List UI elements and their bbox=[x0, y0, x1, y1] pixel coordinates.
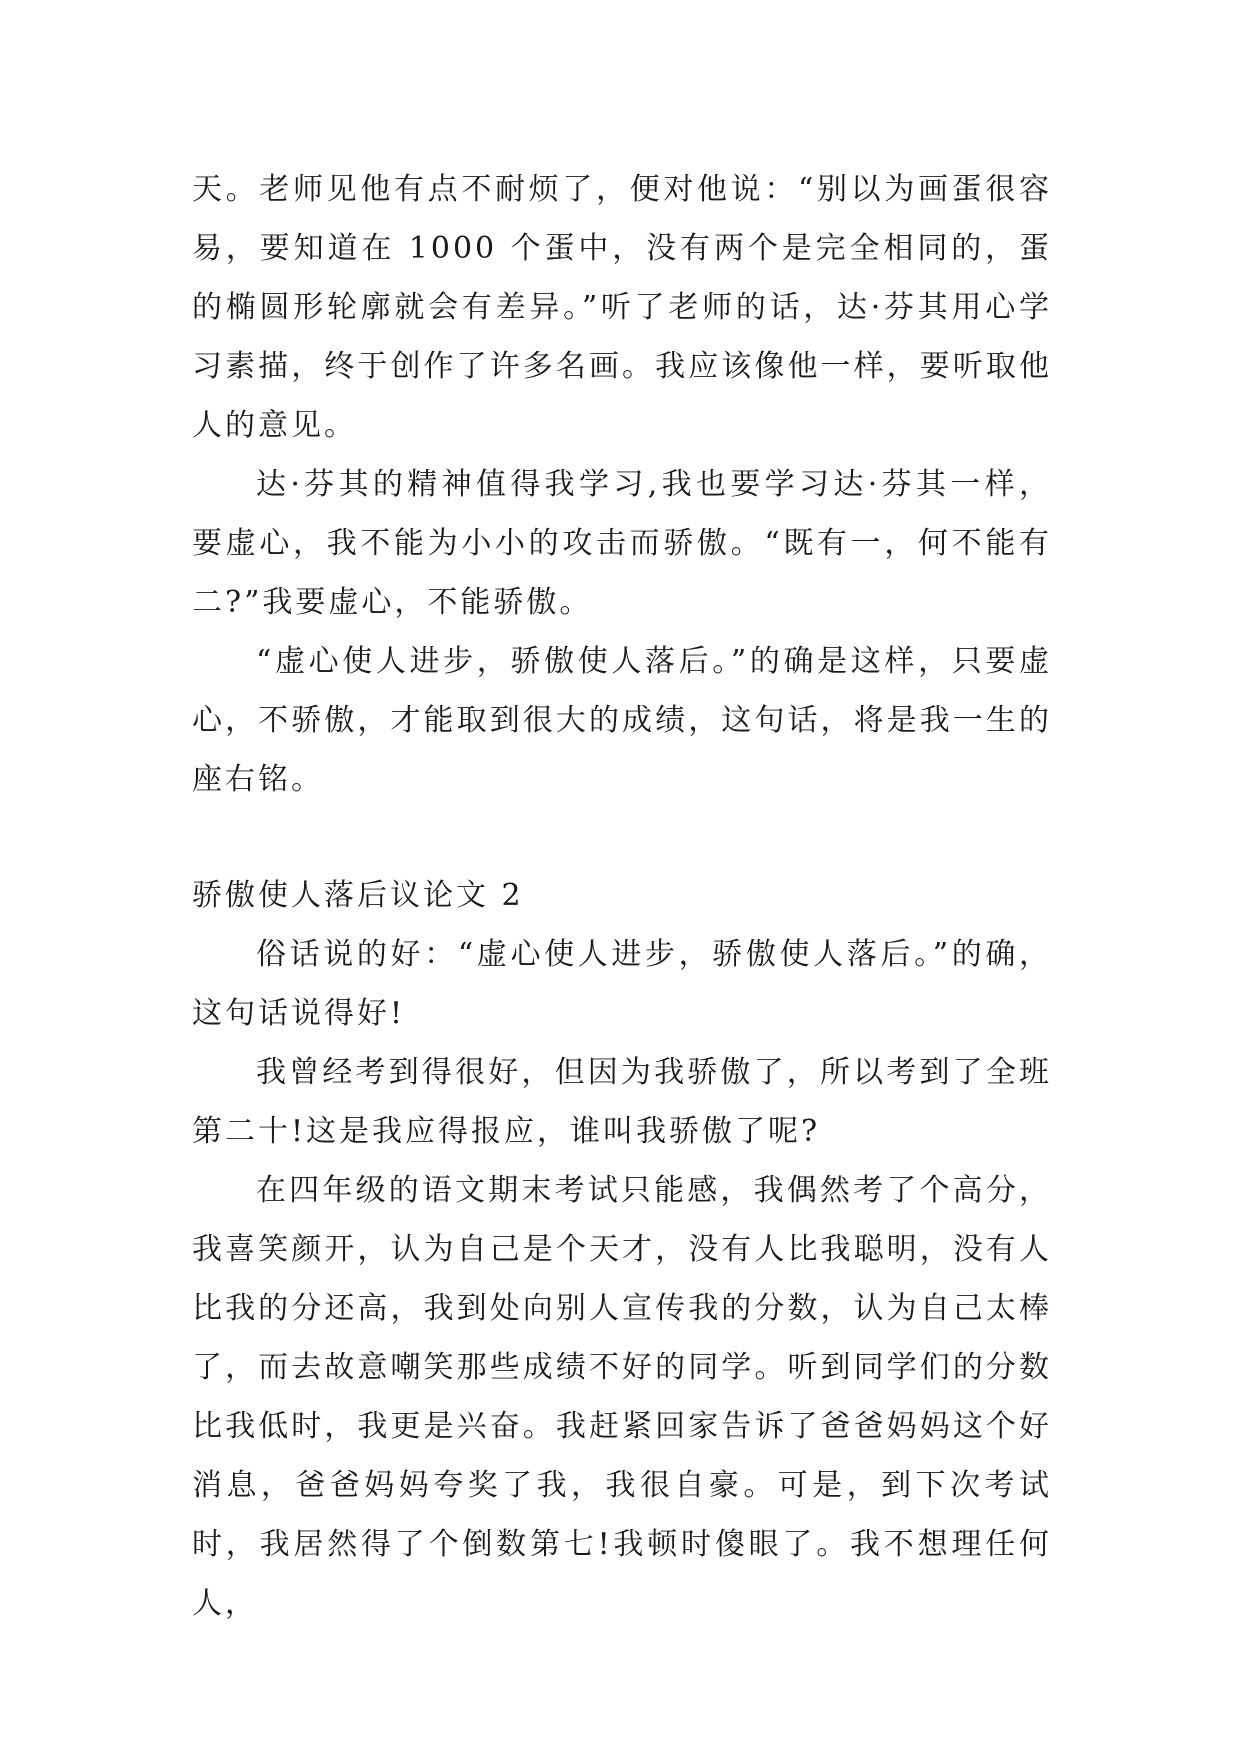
paragraph: 我曾经考到得很好，但因为我骄傲了，所以考到了全班第二十!这是我应得报应，谁叫我骄傲了呢? bbox=[192, 1055, 1052, 1149]
section-title: 骄傲使人落后议论文 2 bbox=[192, 878, 524, 913]
document-body bbox=[192, 160, 1052, 1633]
paragraph: 天。老师见他有点不耐烦了，便对他说：“别以为画蛋很容易，要知道在 1000 个蛋中，没有两个是完全相同的，蛋的椭圆形轮廓就会有差异。”听了老师的话，达·芬其用心学习素描，终于创作了许多名画。我应该像他一样，要听取他人的意见。 bbox=[192, 172, 1052, 443]
paragraph: “虚心使人进步，骄傲使人落后。”的确是这样，只要虚心，不骄傲，才能取到很大的成绩，这句话，将是我一生的座右铭。 bbox=[192, 644, 1052, 797]
section-spacer bbox=[192, 809, 1052, 866]
paragraph: 在四年级的语文期末考试只能感，我偶然考了个高分，我喜笑颜开，认为自己是个天才，没有人比我聪明，没有人比我的分还高，我到处向别人宣传我的分数，认为自己太棒了，而去故意嘲笑那些成绩不好的同学。听到同学们的分数比我低时，我更是兴奋。我赶紧回家告诉了爸爸妈妈这个好消息，爸爸妈妈夸奖了我，我很自豪。可是，到下次考试时，我居然得了个倒数第七!我顿时傻眼了。我不想理任何人， bbox=[192, 1173, 1052, 1621]
paragraph: 达·芬其的精神值得我学习,我也要学习达·芬其一样，要虚心，我不能为小小的攻击而骄傲。“既有一，何不能有二?”我要虚心，不能骄傲。 bbox=[192, 467, 1052, 620]
paragraph: 俗话说的好：“虚心使人进步，骄傲使人落后。”的确，这句话说得好! bbox=[192, 937, 1052, 1031]
